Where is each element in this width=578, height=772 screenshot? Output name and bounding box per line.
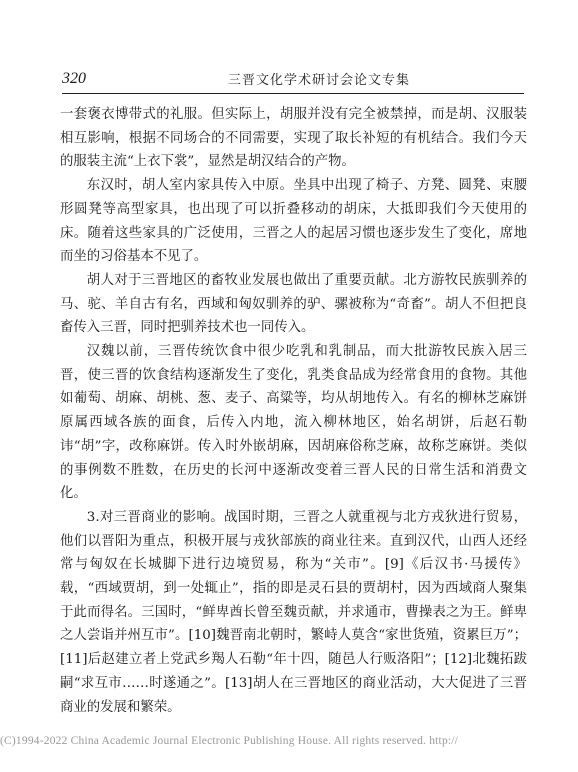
paragraph-1: 一套褒衣博带式的礼服。但实际上，胡服并没有完全被禁掉，而是胡、汉服装相互影响，根据不同场合的不同需要，实现了取长补短的有机结合。我们今天的服装主流“上衣下裳”，显然是胡汉结合的产物。 <box>60 107 527 170</box>
copyright-footer: (C)1994-2022 China Academic Journal Electronic Publishing House. All rights reserved. http:// <box>0 735 459 747</box>
running-header <box>62 64 524 88</box>
paragraph-2: 东汉时，胡人室内家具传入中原。坐具中出现了椅子、方凳、圆凳、束腰形圆凳等高型家具，也出现了可以折叠移动的胡床，大抵即我们今天使用的床。随着这些家具的广泛使用，三晋之人的起居习惯也逐步发生了变化，席地而坐的习俗基本不见了。 <box>60 178 527 265</box>
paragraph-5: 3.对三晋商业的影响。战国时期，三晋之人就重视与北方戎狄进行贸易，他们以晋阳为重点，积极开展与戎狄部族的商业往来。直到汉代，山西人还经常与匈奴在长城脚下进行边境贸易，称为“关市”。[9]《后汉书·马援传》载，“西域贾胡，到一处辄止”，指的即是灵石县的贾胡村，因为西域商人聚集于此而得名。三国时，“鲜卑酋长曾至魏贡献，并求通市，曹操表之为王。鲜卑之人尝诣并州互市”。[10]魏晋南北朝时，繁峙人莫含“家世货殖，资累巨万”；[11]后赵建立者上党武乡羯人石勒“年十四，随邑人行贩洛阳”；[12]北魏拓跋嗣“求互市……时遂通之”。[13]胡人在三晋地区的商业活动，大大促进了三晋商业的发展和繁荣。 <box>60 509 527 715</box>
running-title: 三晋文化学术研讨会论文专集 <box>228 73 411 88</box>
paragraph-3: 胡人对于三晋地区的畜牧业发展也做出了重要贡献。北方游牧民族驯养的马、驼、羊自古有名，西域和匈奴驯养的驴、骡被称为“奇畜”。胡人不但把良畜传入三晋，同时把驯养技术也一同传入。 <box>60 272 527 336</box>
paragraph-4: 汉魏以前，三晋传统饮食中很少吃乳和乳制品，而大批游牧民族入居三晋，使三晋的饮食结构逐渐发生了变化，乳类食品成为经常食用的食物。其他如葡萄、胡麻、胡桃、葱、麦子、高粱等，均从胡地传入。有名的柳林芝麻饼原属西域各族的面食，后传入内地，流入柳林地区，始名胡饼，后赵石勒讳“胡”字，改称麻饼。传入时外嵌胡麻，因胡麻俗称芝麻，故称芝麻饼。类似的事例数不胜数，在历史的长河中逐渐改变着三晋人民的日常生活和消费文化。 <box>60 344 527 502</box>
body-text <box>60 103 527 719</box>
page-number: 320 <box>62 70 86 87</box>
header-rule <box>62 93 524 94</box>
